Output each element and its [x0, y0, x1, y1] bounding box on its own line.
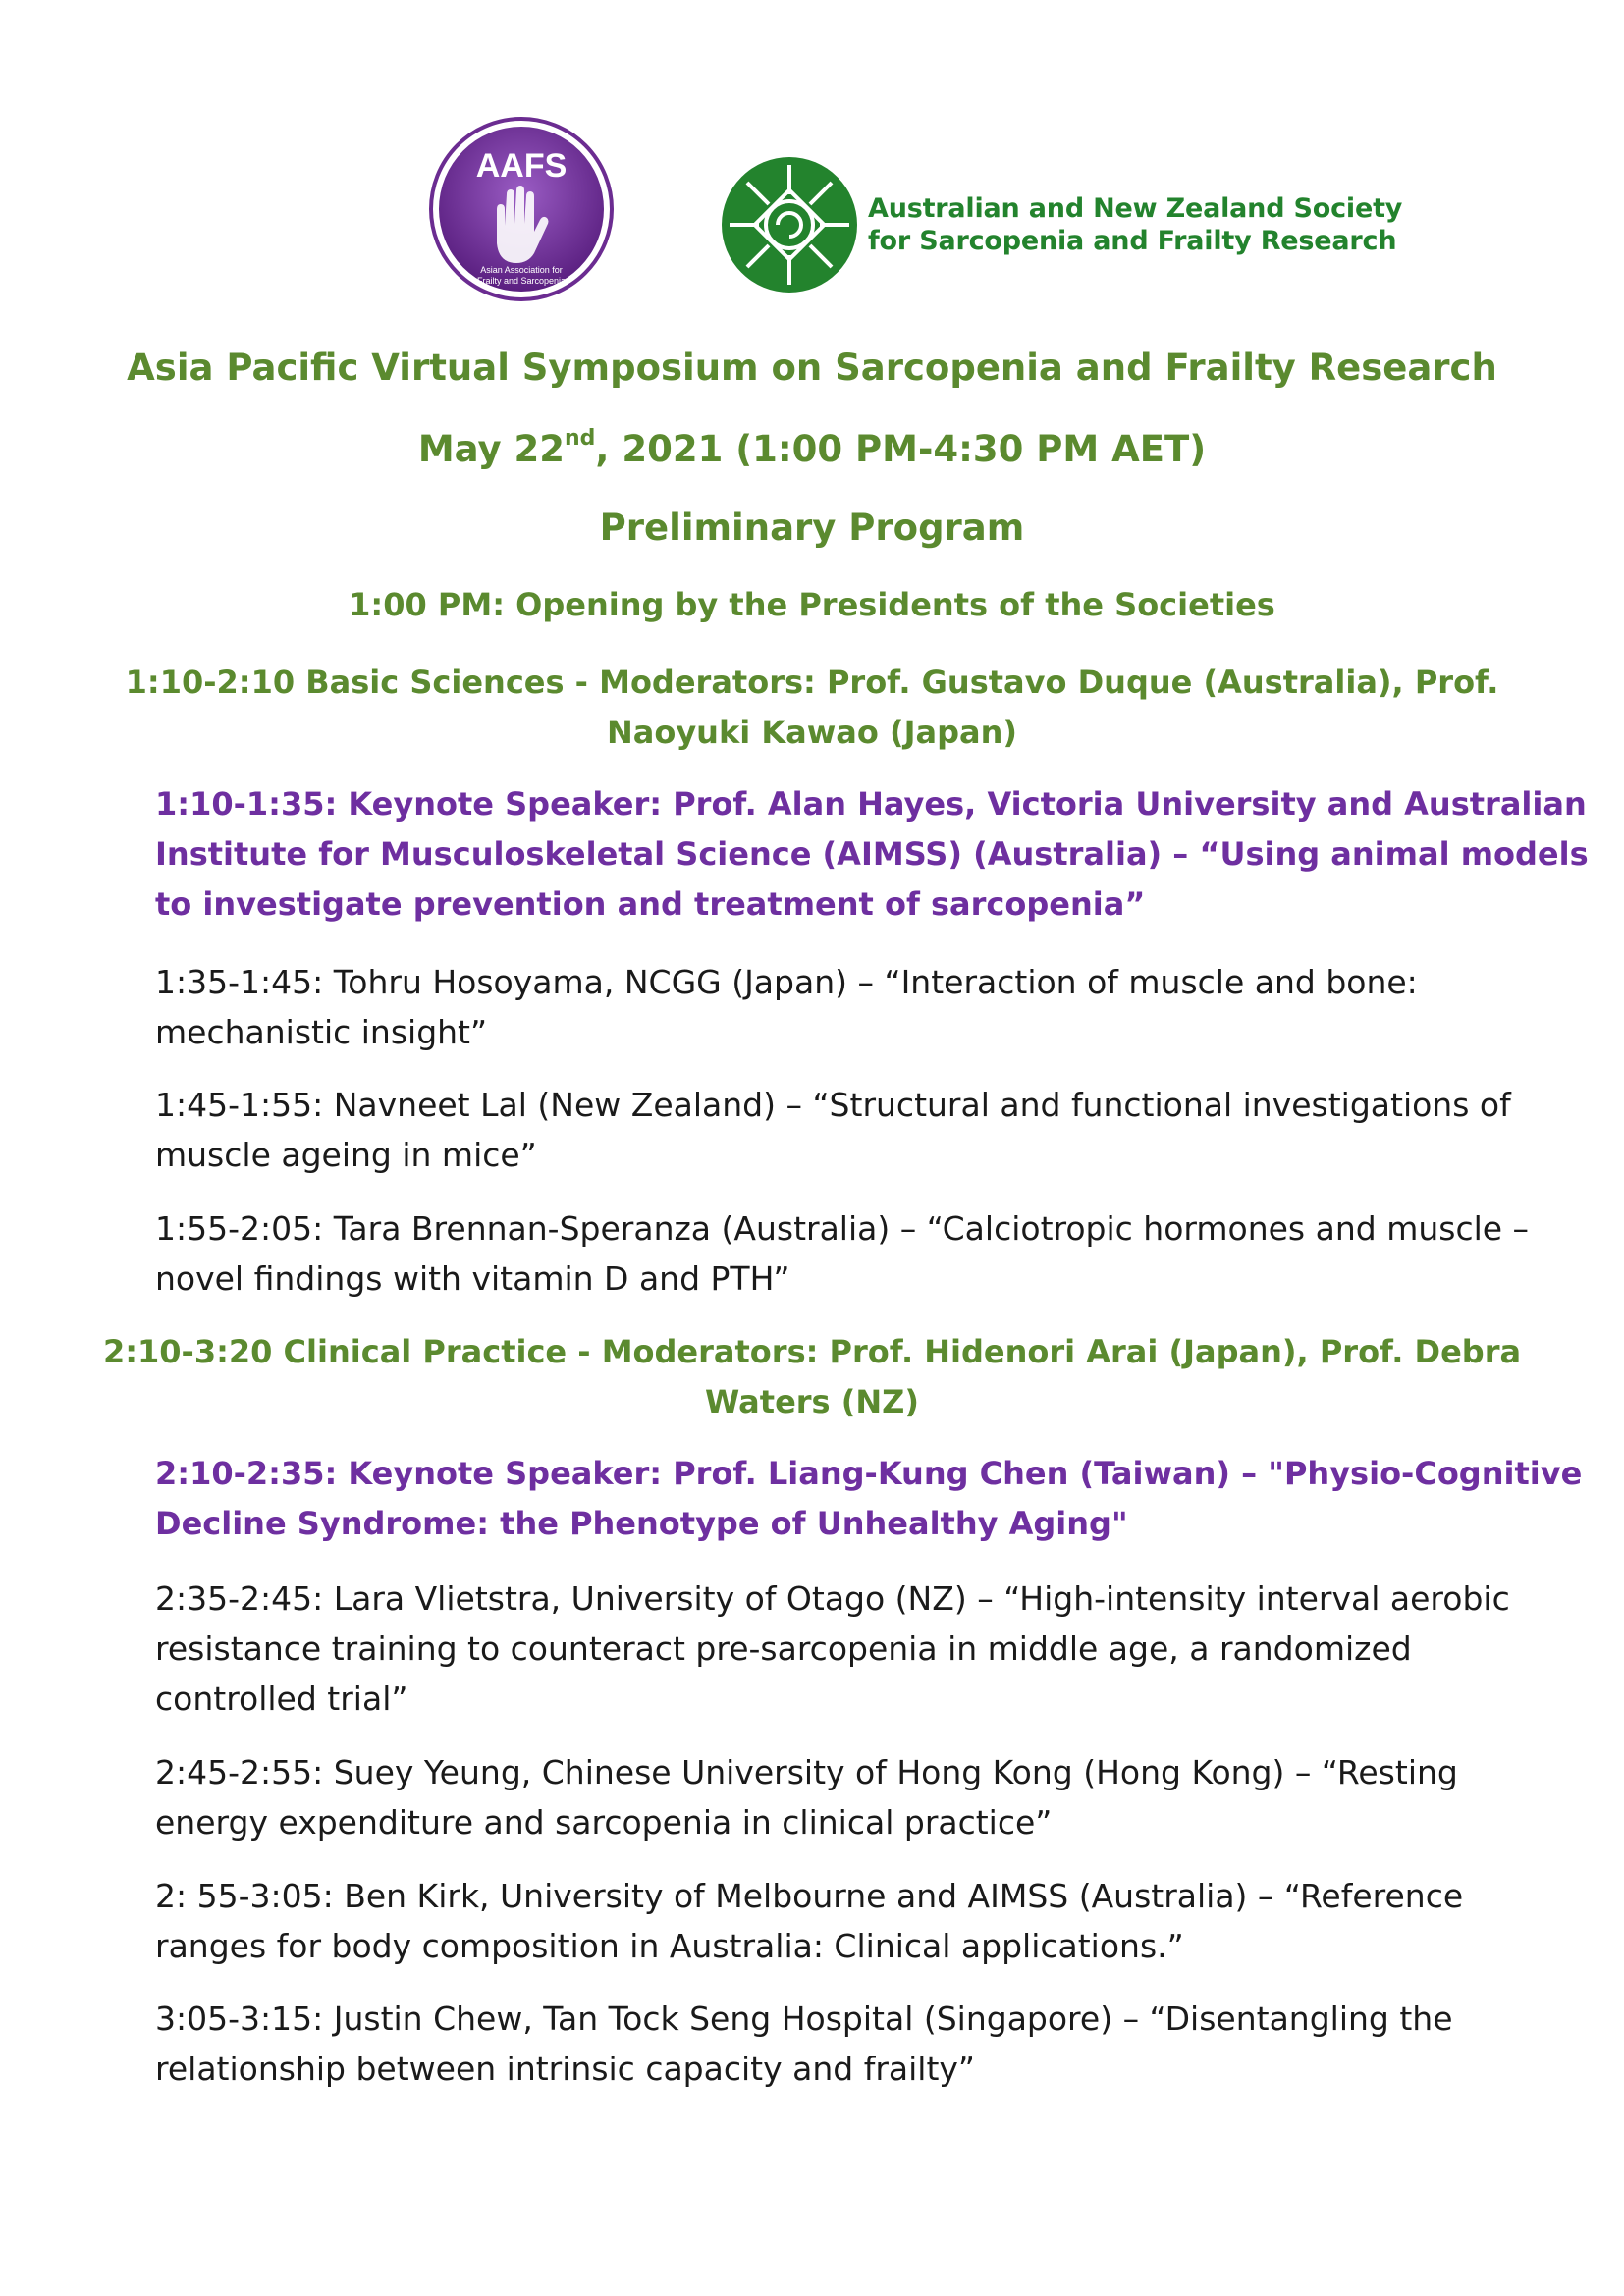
opening-line: 1:00 PM: Opening by the Presidents of the Societies	[349, 586, 1275, 623]
talk-item	[155, 1203, 1530, 1304]
talk-line: novel findings with vitamin D and PTH”	[155, 1259, 790, 1298]
date-suffix: , 2021 (1:00 PM-4:30 PM AET)	[595, 428, 1207, 470]
talk-line: controlled trial”	[155, 1680, 408, 1718]
keynote-line: 1:10-1:35: Keynote Speaker: Prof. Alan Hayes, Victoria University and Australian	[155, 785, 1587, 823]
talk-item	[155, 1747, 1500, 1847]
aafs-logo	[428, 116, 615, 302]
talk-line: 1:45-1:55: Navneet Lal (New Zealand) – “Structural and functional investigations of	[155, 1086, 1511, 1124]
keynote-line: Institute for Musculoskeletal Science (AIMSS) (Australia) – “Using animal models	[155, 835, 1589, 873]
talk-item	[155, 1080, 1511, 1180]
logos-row	[0, 116, 1624, 312]
program-subtitle: Preliminary Program	[599, 507, 1025, 549]
talk-line: resistance training to counteract pre-sarcopenia in middle age, a randomized	[155, 1629, 1412, 1668]
talk-item	[155, 1871, 1500, 1971]
date-prefix: May 22	[417, 428, 565, 470]
talk-item	[155, 1574, 1510, 1724]
talk-line: energy expenditure and sarcopenia in clinical practice”	[155, 1803, 1053, 1842]
anzssfr-name	[868, 192, 1402, 257]
keynote-line: to investigate prevention and treatment of sarcopenia”	[155, 885, 1146, 923]
symposium-date	[0, 425, 1624, 470]
talk-line: muscle ageing in mice”	[155, 1136, 537, 1174]
talk-line: mechanistic insight”	[155, 1013, 488, 1051]
symposium-title: Asia Pacific Virtual Symposium on Sarcopenia and Frailty Research	[127, 347, 1497, 389]
talk-line: 2:45-2:55: Suey Yeung, Chinese University of Hong Kong (Hong Kong) – “Resting	[155, 1753, 1458, 1791]
keynote-item	[155, 779, 1589, 930]
session-heading-basic-sciences	[0, 658, 1624, 758]
session-heading-line: Naoyuki Kawao (Japan)	[606, 714, 1018, 751]
talk-line: 2:35-2:45: Lara Vlietstra, University of Otago (NZ) – “High-intensity interval aerobic	[155, 1579, 1510, 1618]
session-heading-line: 2:10-3:20 Clinical Practice - Moderators: Prof. Hidenori Arai (Japan), Prof. Debra	[102, 1333, 1522, 1370]
keynote-item	[155, 1449, 1583, 1549]
talk-item	[155, 957, 1500, 1057]
keynote-line: Decline Syndrome: the Phenotype of Unhealthy Aging"	[155, 1505, 1128, 1542]
anzssfr-name-line2: for Sarcopenia and Frailty Research	[868, 226, 1397, 256]
keynote-line: 2:10-2:35: Keynote Speaker: Prof. Liang-Kung Chen (Taiwan) – "Physio-Cognitive	[155, 1455, 1583, 1492]
aafs-wordmark: AAFS	[475, 147, 568, 185]
talk-line: 1:55-2:05: Tara Brennan-Speranza (Australia) – “Calciotropic hormones and muscle –	[155, 1209, 1530, 1248]
session-heading-clinical-practice	[0, 1327, 1624, 1427]
session-heading-line: Waters (NZ)	[705, 1383, 919, 1420]
talk-line: 2: 55-3:05: Ben Kirk, University of Melbourne and AIMSS (Australia) – “Reference	[155, 1877, 1464, 1915]
talk-line: ranges for body composition in Australia: Clinical applications.”	[155, 1927, 1184, 1965]
date-superscript: nd	[565, 425, 596, 451]
talk-line: 3:05-3:15: Justin Chew, Tan Tock Seng Hospital (Singapore) – “Disentangling the	[155, 2000, 1453, 2038]
talk-line: 1:35-1:45: Tohru Hosoyama, NCGG (Japan) – “Interaction of muscle and bone:	[155, 963, 1418, 1001]
session-heading-line: 1:10-2:10 Basic Sciences - Moderators: Prof. Gustavo Duque (Australia), Prof.	[125, 664, 1499, 701]
aafs-caption-line2: Frailty and Sarcopenia	[476, 276, 567, 286]
anzssfr-logo	[720, 155, 859, 294]
anzssfr-name-line1: Australian and New Zealand Society	[868, 193, 1403, 224]
talk-item	[155, 1994, 1500, 2094]
aafs-caption-line1: Asian Association for	[480, 265, 563, 275]
talk-line: relationship between intrinsic capacity and frailty”	[155, 2050, 976, 2088]
